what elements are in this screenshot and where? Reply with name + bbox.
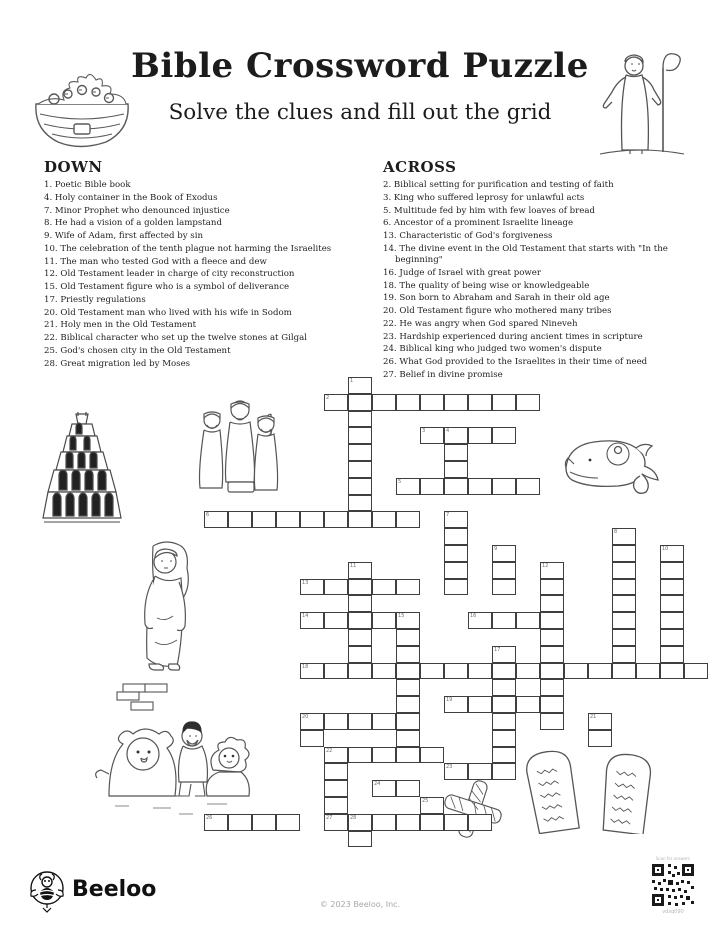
grid-cell[interactable] [396,679,420,696]
clue-item: 15. Old Testament figure who is a symbol of deliverance [44,282,290,293]
grid-cell[interactable] [300,612,324,629]
cell-number: 8 [614,529,618,536]
cell-number: 14 [302,613,309,620]
grid-cell[interactable] [660,595,684,612]
grid-cell[interactable] [396,511,420,528]
grid-cell[interactable] [492,612,516,629]
down-heading: DOWN [44,158,103,176]
grid-cell[interactable] [348,814,372,831]
grid-cell[interactable] [444,562,468,579]
clue-item: 1. Poetic Bible book [44,180,131,190]
grid-cell[interactable] [468,612,492,629]
clue-item: 14. The divine event in the Old Testament that starts with "In the beginning" [383,243,668,265]
grid-cell[interactable] [492,478,516,495]
grid-cell[interactable] [324,579,348,596]
cell-number: 6 [206,512,210,519]
grid-cell[interactable] [444,579,468,596]
grid-cell[interactable] [348,595,372,612]
grid-cell[interactable] [372,612,396,629]
grid-cell[interactable] [444,545,468,562]
grid-cell[interactable] [444,461,468,478]
grid-cell[interactable] [252,814,276,831]
grid-cell[interactable] [396,747,420,764]
grid-cell[interactable] [300,663,324,680]
grid-cell[interactable] [396,696,420,713]
grid-cell[interactable] [420,427,444,444]
grid-cell[interactable] [444,427,468,444]
clue-item: 25. God's chosen city in the Old Testament [44,345,231,356]
cell-number: 20 [302,714,309,720]
grid-cell[interactable] [276,814,300,831]
grid-cell[interactable] [492,763,516,780]
grid-cell[interactable] [348,411,372,428]
grid-cell[interactable] [612,545,636,562]
page-subtitle: Solve the clues and fill out the grid [168,100,552,125]
clue-item: 10. The celebration of the tenth plague not harming the Israelites [44,243,332,254]
grid-cell[interactable] [420,394,444,411]
cell-number: 12 [542,562,549,569]
grid-cell[interactable] [348,713,372,730]
cell-number: 22 [326,747,333,754]
grid-cell[interactable] [492,545,516,562]
grid-cell[interactable] [588,713,612,730]
clue-item: 8. He had a vision of a golden lampstand [44,218,222,229]
grid-cell[interactable] [492,427,516,444]
grid-cell[interactable] [300,730,324,747]
grid-cell[interactable] [348,663,372,680]
grid-cell[interactable] [252,511,276,528]
grid-cell[interactable] [396,629,420,646]
grid-cell[interactable] [348,495,372,512]
grid-cell[interactable] [324,663,348,680]
grid-cell[interactable] [516,478,540,495]
clue-item: 6. Ancestor of a prominent Israelite lineage [383,218,574,229]
grid-cell[interactable] [324,612,348,629]
across-heading: ACROSS [383,158,457,176]
grid-cell[interactable] [468,663,492,680]
grid-cell[interactable] [300,713,324,730]
grid-cell[interactable] [564,663,588,680]
grid-cell[interactable] [516,394,540,411]
cell-number: 1 [350,378,354,384]
grid-cell[interactable] [348,831,372,848]
grid-cell[interactable] [492,679,516,696]
grid-cell[interactable] [324,511,348,528]
grid-cell[interactable] [396,394,420,411]
grid-cell[interactable] [228,511,252,528]
grid-cell[interactable] [588,663,612,680]
qr-section [648,856,698,915]
grid-cell[interactable] [612,562,636,579]
clue-item: 20. Old Testament figure who mothered many tribes [383,306,612,317]
cell-number: 9 [494,546,498,552]
grid-cell[interactable] [420,747,444,764]
grid-cell[interactable] [444,696,468,713]
grid-cell[interactable] [396,780,420,797]
grid-cell[interactable] [348,444,372,461]
cell-number: 2 [326,394,330,401]
grid-cell[interactable] [444,763,468,780]
grid-cell[interactable] [612,528,636,545]
clue-item: 17. Priestly regulations [44,294,146,305]
cell-number: 28 [350,814,357,821]
grid-cell[interactable] [540,679,564,696]
grid-cell[interactable] [588,730,612,747]
cell-number: 19 [446,697,453,704]
page-title: Bible Crossword Puzzle [131,46,589,86]
grid-cell[interactable] [612,663,636,680]
grid-cell[interactable] [204,814,228,831]
footer-copyright: © 2023 Beeloo, Inc. [319,900,401,909]
grid-cell[interactable] [324,797,348,814]
clue-item: 19. Son born to Abraham and Sarah in their old age [383,293,610,304]
grid-cell[interactable] [348,377,372,394]
grid-cell[interactable] [612,595,636,612]
grid-cell[interactable] [444,444,468,461]
grid-cell[interactable] [468,696,492,713]
grid-cell[interactable] [396,730,420,747]
grid-cell[interactable] [540,612,564,629]
grid-cell[interactable] [492,713,516,730]
grid-cell[interactable] [540,579,564,596]
clue-item: 28. Great migration led by Moses [44,358,191,369]
grid-cell[interactable] [348,646,372,663]
grid-cell[interactable] [204,511,228,528]
grid-cell[interactable] [516,612,540,629]
qr-code-icon[interactable] [650,862,696,908]
clue-item: 18. The quality of being wise or knowledgeable [383,280,590,291]
grid-cell[interactable] [540,595,564,612]
clue-item: 5. Multitude fed by him with few loaves of bread [383,205,595,216]
grid-cell[interactable] [396,612,420,629]
grid-cell[interactable] [348,579,372,596]
grid-cell[interactable] [492,394,516,411]
grid-cell[interactable] [300,511,324,528]
grid-cell[interactable] [372,780,396,797]
grid-cell[interactable] [396,579,420,596]
grid-cell[interactable] [660,545,684,562]
grid-cell[interactable] [348,747,372,764]
grid-cell[interactable] [612,646,636,663]
grid-cell[interactable] [420,814,444,831]
clue-item: 4. Holy container in the Book of Exodus [44,192,218,203]
cell-number: 13 [302,579,309,586]
cell-number: 15 [398,613,405,620]
cell-number: 5 [398,478,402,485]
grid-cell[interactable] [492,730,516,747]
cell-number: 4 [446,428,450,435]
clue-item: 22. Biblical character who set up the twelve stones at Gilgal [44,333,307,344]
grid-cell[interactable] [516,696,540,713]
cell-number: 27 [326,814,333,821]
grid-cell[interactable] [324,763,348,780]
grid-cell[interactable] [324,394,348,411]
grid-cell[interactable] [396,646,420,663]
grid-cell[interactable] [372,579,396,596]
grid-cell[interactable] [540,713,564,730]
grid-cell[interactable] [468,394,492,411]
grid-cell[interactable] [396,478,420,495]
grid-cell[interactable] [660,612,684,629]
qr-caption: Scan for answers [655,856,691,861]
grid-cell[interactable] [276,511,300,528]
grid-cell[interactable] [348,511,372,528]
grid-cell[interactable] [372,747,396,764]
grid-cell[interactable] [372,713,396,730]
grid-cell[interactable] [444,528,468,545]
grid-cell[interactable] [420,478,444,495]
grid-cell[interactable] [372,394,396,411]
grid-cell[interactable] [684,663,708,680]
clue-item: 26. What God provided to the Israelites in their time of need [383,357,648,368]
grid-cell[interactable] [468,427,492,444]
grid-cell[interactable] [444,814,468,831]
grid-cell[interactable] [468,478,492,495]
grid-cell[interactable] [420,797,444,814]
grid-cell[interactable] [372,511,396,528]
grid-cell[interactable] [372,814,396,831]
grid-cell[interactable] [348,427,372,444]
cell-number: 23 [446,764,453,771]
grid-cell[interactable] [300,579,324,596]
cell-number: 25 [422,798,429,804]
grid-cell[interactable] [444,478,468,495]
grid-cell[interactable] [660,579,684,596]
grid-cell[interactable] [540,629,564,646]
grid-cell[interactable] [468,763,492,780]
grid-cell[interactable] [468,814,492,831]
grid-cell[interactable] [612,612,636,629]
grid-cell[interactable] [660,629,684,646]
cell-number: 10 [662,546,669,552]
clue-item: 24. Biblical king who judged two women's dispute [383,344,602,355]
clue-item: 2. Biblical setting for purification and testing of faith [383,180,614,190]
clue-item: 20. Old Testament man who lived with his wife in Sodom [44,307,292,318]
grid-cell[interactable] [348,612,372,629]
grid-cell[interactable] [396,713,420,730]
clue-item: 7. Minor Prophet who denounced injustice [44,205,230,216]
clue-item: 12. Old Testament leader in charge of city reconstruction [44,269,295,280]
grid-cell[interactable] [396,814,420,831]
grid-cell[interactable] [540,562,564,579]
grid-cell[interactable] [348,629,372,646]
clue-item: 22. He was angry when God spared Nineveh [383,318,578,329]
grid-cell[interactable] [396,663,420,680]
grid-cell[interactable] [660,562,684,579]
clue-item: 23. Hardship experienced during ancient times in scripture [383,331,643,342]
cell-number: 18 [302,663,309,670]
grid-cell[interactable] [492,747,516,764]
cell-number: 21 [590,714,597,720]
clue-item: 27. Belief in divine promise [383,369,503,380]
grid-cell[interactable] [348,562,372,579]
cell-number: 26 [206,814,213,821]
clue-item: 13. Characteristic of God's forgiveness [383,231,553,242]
footer-brand: Beeloo [72,877,157,902]
grid-cell[interactable] [516,663,540,680]
grid-cell[interactable] [348,478,372,495]
clue-item: 9. Wife of Adam, first affected by sin [44,231,204,242]
grid-cell[interactable] [492,663,516,680]
grid-cell[interactable] [540,646,564,663]
grid-cell[interactable] [324,747,348,764]
clue-item: 21. Holy men in the Old Testament [44,320,197,331]
qr-code-label: vdsq090 [662,909,684,915]
grid-cell[interactable] [372,663,396,680]
grid-cell[interactable] [492,646,516,663]
cell-number: 24 [374,781,381,788]
grid-cell[interactable] [492,696,516,713]
grid-cell[interactable] [492,579,516,596]
cell-number: 7 [446,512,450,519]
grid-cell[interactable] [660,663,684,680]
grid-cell[interactable] [228,814,252,831]
cell-number: 16 [470,613,477,620]
grid-cell[interactable] [348,461,372,478]
clue-item: 3. King who suffered leprosy for unlawful acts [383,192,585,203]
grid-cell[interactable] [612,579,636,596]
grid-cell[interactable] [348,394,372,411]
cell-number: 17 [494,646,501,653]
grid-cell[interactable] [492,562,516,579]
grid-cell[interactable] [324,780,348,797]
grid-cell[interactable] [324,713,348,730]
grid-cell[interactable] [420,663,444,680]
grid-cell[interactable] [324,814,348,831]
clue-item: 16. Judge of Israel with great power [383,267,541,278]
grid-cell[interactable] [540,696,564,713]
grid-cell[interactable] [636,663,660,680]
grid-cell[interactable] [444,663,468,680]
grid-cell[interactable] [660,646,684,663]
grid-cell[interactable] [444,511,468,528]
clue-item: 11. The man who tested God with a fleece and dew [44,256,267,267]
grid-cell[interactable] [444,394,468,411]
grid-cell[interactable] [540,663,564,680]
cell-number: 3 [422,428,426,435]
cell-number: 11 [350,562,357,569]
grid-cell[interactable] [612,629,636,646]
